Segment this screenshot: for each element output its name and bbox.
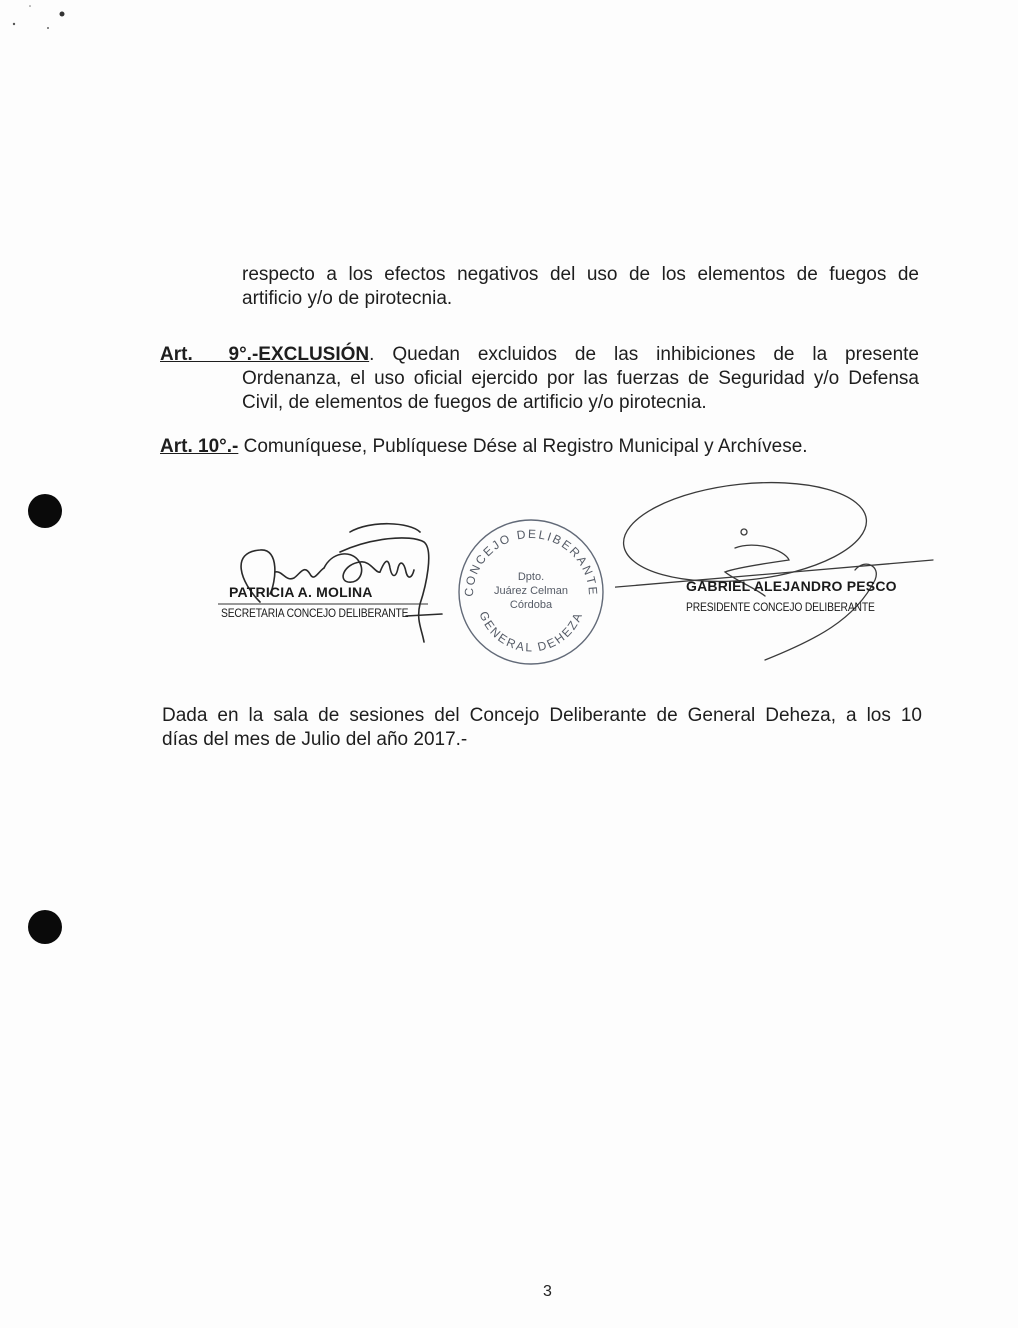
left-signature — [220, 512, 460, 652]
seal-center-line-3: Córdoba — [509, 599, 553, 611]
article-10-label: Art. 10°.- — [160, 436, 239, 457]
seal-center-line-1: Dpto. — [517, 571, 545, 583]
seal-center-line-2: Juárez Celman — [494, 585, 568, 597]
article-9-text: . Quedan excluidos de las inhibiciones de la presente — [369, 344, 919, 365]
closing-line-2: días del mes de Julio del año 2017.- — [162, 729, 468, 750]
closing-paragraph — [162, 704, 922, 752]
continuation-paragraph — [242, 263, 919, 311]
seal-arc-top: CONCEJO DELIBERANTE — [461, 526, 601, 598]
seal-arc-bottom: GENERAL DEHEZA — [476, 609, 586, 655]
article-9-body — [242, 367, 919, 415]
scan-specks — [0, 0, 80, 40]
continuation-line-1: respecto a los efectos negativos del uso de los elementos de fuegos de — [242, 264, 919, 285]
left-signatory-role: SECRETARIA CONCEJO DELIBERANTE — [221, 606, 409, 620]
page-number: 3 — [543, 1283, 552, 1300]
left-signature-rule — [218, 602, 428, 606]
right-signatory-name: GABRIEL ALEJANDRO PESCO — [686, 578, 897, 594]
right-signature — [615, 470, 935, 670]
left-signatory-name: PATRICIA A. MOLINA — [229, 584, 373, 600]
article-9-label: Art. 9°.-EXCLUSIÓN — [160, 344, 370, 365]
punch-hole-top — [28, 494, 62, 528]
article-10-text: Comuníquese, Publíquese Dése al Registro Municipal y Archívese. — [238, 436, 808, 457]
article-10-line — [160, 435, 919, 459]
article-9 — [160, 343, 919, 367]
article-9-line-3: Civil, de elementos de fuegos de artificio y/o pirotecnia. — [242, 392, 707, 413]
right-signatory-role: PRESIDENTE CONCEJO DELIBERANTE — [686, 600, 875, 614]
article-9-line-1 — [160, 343, 919, 367]
continuation-line-2: artificio y/o de pirotecnia. — [242, 288, 453, 309]
closing-line-1: Dada en la sala de sesiones del Concejo Deliberante de General Deheza, a los 10 — [162, 705, 922, 726]
council-seal — [451, 512, 611, 672]
article-10 — [160, 435, 919, 459]
punch-hole-bottom — [28, 910, 62, 944]
article-9-line-2: Ordenanza, el uso oficial ejercido por las fuerzas de Seguridad y/o Defensa — [242, 368, 919, 389]
